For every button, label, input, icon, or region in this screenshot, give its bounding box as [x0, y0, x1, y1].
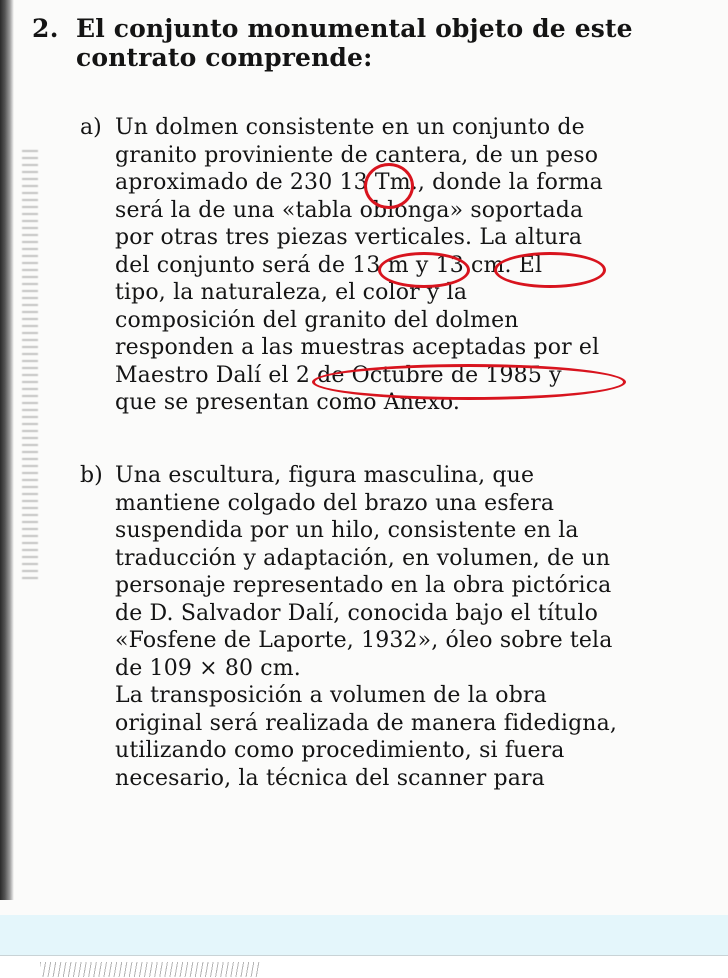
- item-a-text: [115, 114, 715, 417]
- section-title: [76, 14, 716, 72]
- text-line: de D. Salvador Dalí, conocida bajo el título: [115, 600, 598, 626]
- text-line: traducción y adaptación, en volumen, de un: [115, 545, 611, 571]
- item-label: a): [80, 115, 102, 140]
- text-line: tipo, la naturaleza, el color y la: [115, 280, 468, 305]
- text-line: suspendida por un hilo, consistente en la: [115, 518, 579, 543]
- sketch-fragment: [40, 962, 260, 977]
- text-line: personaje representado en la obra pictórica: [115, 573, 612, 598]
- text-line: por otras tres piezas verticales. La altura: [115, 225, 583, 250]
- text-line: Una escultura, figura masculina, que: [115, 463, 535, 488]
- text-line: composición del granito del dolmen: [115, 307, 519, 333]
- text-line: Maestro Dalí el 2 de Octubre de 1985 y: [115, 362, 562, 388]
- text-line: Un dolmen consistente en un conjunto de: [115, 115, 585, 140]
- text-line: «Fosfene de Laporte, 1932», óleo sobre tela: [115, 628, 613, 653]
- text-line: granito proviniente de cantera, de un peso: [115, 142, 599, 168]
- bottom-highlight-strip: [0, 915, 728, 955]
- heading-line: El conjunto monumental objeto de este: [76, 14, 633, 43]
- page-binding-shadow: [0, 0, 14, 900]
- section-number: 2.: [32, 14, 59, 43]
- text-line: La transposición a volumen de la obra: [115, 683, 547, 708]
- text-line: aproximado de 230 13 Tm., donde la forma: [115, 170, 603, 195]
- text-line: original será realizada de manera fidedigna,: [115, 710, 618, 736]
- heading-line: contrato comprende:: [76, 43, 373, 72]
- item-b-text: [115, 462, 715, 792]
- text-line: que se presentan como Anexo.: [115, 390, 460, 415]
- text-line: del conjunto será de 13 m y 13 cm. El: [115, 252, 543, 278]
- text-line: de 109 × 80 cm.: [115, 655, 301, 681]
- page-edge-marks: [22, 150, 38, 580]
- item-label: b): [80, 463, 103, 488]
- text-line: responden a las muestras aceptadas por el: [115, 335, 600, 360]
- text-line: mantiene colgado del brazo una esfera: [115, 490, 555, 516]
- text-line: será la de una «tabla oblonga» soportada: [115, 197, 584, 223]
- text-line: utilizando como procedimiento, si fuera: [115, 738, 565, 763]
- text-line: necesario, la técnica del scanner para: [115, 765, 545, 791]
